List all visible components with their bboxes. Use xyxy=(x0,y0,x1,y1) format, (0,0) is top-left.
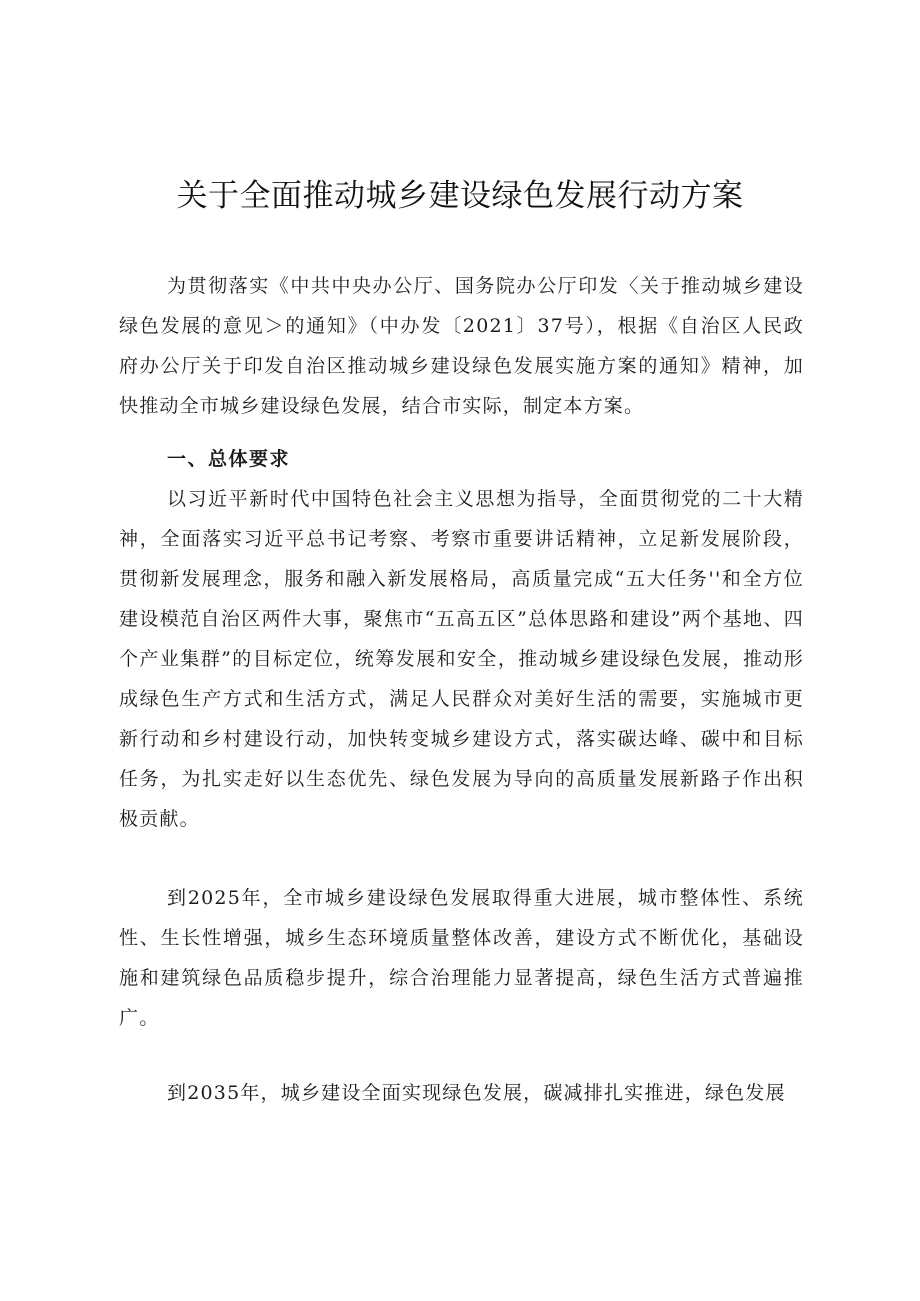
document-title: 关于全面推动城乡建设绿色发展行动方案 xyxy=(176,178,744,214)
section-heading-general-requirements: 一、总体要求 xyxy=(167,448,291,470)
intro-paragraph: 为贯彻落实《中共中央办公厅、国务院办公厅印发〈关于推动城乡建设绿色发展的意见＞的通知》（中办发〔2021〕37号），根据《自治区人民政府办公厅关于印发自治区推动城乡建设绿色发展实施方案的通知》精神，加快推动全市城乡建设绿色发展，结合市实际，制定本方案。 xyxy=(119,275,804,417)
goal-2035-paragraph: 到2035年，城乡建设全面实现绿色发展，碳减排扎实推进，绿色发展 xyxy=(167,1082,786,1104)
guiding-ideology-paragraph: 以习近平新时代中国特色社会主义思想为指导，全面贯彻党的二十大精神，全面落实习近平总书记考察、考察市重要讲话精神，立足新发展阶段，贯彻新发展理念，服务和融入新发展格局，高质量完成“五大任务''和全方位建设模范自治区两件大事，聚焦市“五高五区”总体思路和建设”两个基地、四个产业集群”的目标定位，统筹发展和安全，推动城乡建设绿色发展，推动形成绿色生产方式和生活方式，满足人民群众对美好生活的需要，实施城市更新行动和乡村建设行动，加快转变城乡建设方式，落实碳达峰、碳中和目标任务，为扎实走好以生态优先、绿色发展为导向的高质量发展新路子作出积极贡献。 xyxy=(119,488,804,830)
goal-2025-paragraph: 到2025年，全市城乡建设绿色发展取得重大进展，城市整体性、系统性、生长性增强，城乡生态环境质量整体改善，建设方式不断优化，基础设施和建筑绿色品质稳步提升，综合治理能力显著提高，绿色生活方式普遍推广。 xyxy=(119,887,804,1029)
